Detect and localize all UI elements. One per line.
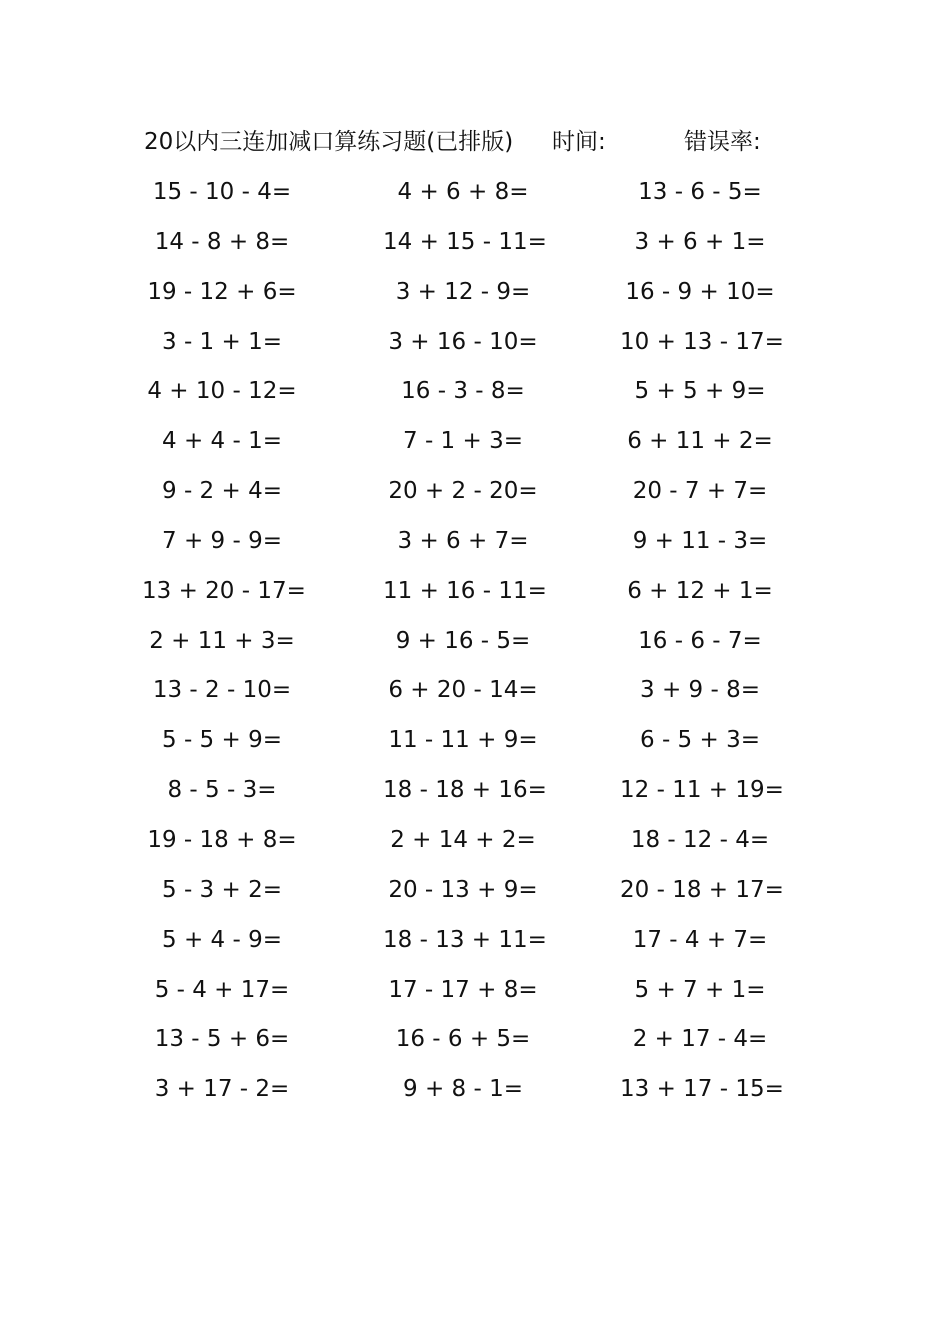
arithmetic-problem: 2 + 11 + 3= (149, 627, 295, 654)
problem-row (0, 916, 950, 966)
arithmetic-problem: 20 - 18 + 17= (620, 876, 784, 903)
problem-row (0, 318, 950, 368)
problem-row (0, 168, 950, 218)
problem-row (0, 218, 950, 268)
problem-row (0, 666, 950, 716)
problem-row (0, 1015, 950, 1065)
arithmetic-problem: 6 - 5 + 3= (640, 727, 760, 754)
arithmetic-problem: 17 - 17 + 8= (388, 976, 538, 1003)
error-rate-label: 错误率: (684, 129, 761, 155)
arithmetic-problem: 2 + 17 - 4= (632, 1026, 768, 1053)
arithmetic-problem: 2 + 14 + 2= (390, 826, 536, 853)
arithmetic-problem: 9 - 2 + 4= (162, 478, 282, 505)
arithmetic-problem: 13 - 5 + 6= (154, 1026, 290, 1053)
arithmetic-problem: 4 + 4 - 1= (162, 428, 282, 455)
arithmetic-problem: 3 - 1 + 1= (162, 328, 282, 355)
arithmetic-problem: 20 + 2 - 20= (388, 478, 538, 505)
arithmetic-problem: 16 - 3 - 8= (401, 378, 525, 405)
problem-row (0, 966, 950, 1016)
arithmetic-problem: 5 + 7 + 1= (634, 976, 766, 1003)
problem-row (0, 567, 950, 617)
arithmetic-problem: 16 - 9 + 10= (625, 278, 775, 305)
arithmetic-problem: 11 - 11 + 9= (388, 727, 538, 754)
problem-row (0, 816, 950, 866)
arithmetic-problem: 18 - 12 - 4= (630, 826, 770, 853)
arithmetic-problem: 6 + 20 - 14= (388, 677, 538, 704)
arithmetic-problem: 7 + 9 - 9= (162, 527, 282, 554)
arithmetic-problem: 5 - 4 + 17= (154, 976, 290, 1003)
problem-row (0, 467, 950, 517)
arithmetic-problem: 9 + 16 - 5= (395, 627, 531, 654)
arithmetic-problem: 4 + 6 + 8= (397, 179, 529, 205)
problem-row (0, 617, 950, 667)
arithmetic-problem: 13 - 2 - 10= (152, 677, 292, 704)
arithmetic-problem: 5 + 5 + 9= (634, 378, 766, 405)
worksheet-title: 20以内三连加减口算练习题(已排版) (144, 129, 514, 155)
arithmetic-problem: 13 + 20 - 17= (142, 577, 306, 604)
arithmetic-problem: 9 + 8 - 1= (403, 1076, 523, 1103)
arithmetic-problem: 7 - 1 + 3= (403, 428, 523, 455)
problem-row (0, 766, 950, 816)
arithmetic-problem: 18 - 13 + 11= (383, 926, 547, 953)
arithmetic-problem: 5 + 4 - 9= (162, 926, 282, 953)
arithmetic-problem: 12 - 11 + 19= (620, 777, 784, 804)
problem-row (0, 716, 950, 766)
arithmetic-problem: 3 + 12 - 9= (395, 278, 531, 305)
time-label: 时间: (552, 129, 606, 155)
arithmetic-problem: 8 - 5 - 3= (167, 777, 277, 804)
arithmetic-problem: 9 + 11 - 3= (632, 527, 768, 554)
arithmetic-problem: 16 - 6 + 5= (395, 1026, 531, 1053)
arithmetic-problem: 13 + 17 - 15= (620, 1076, 784, 1103)
arithmetic-problem: 5 - 3 + 2= (162, 876, 282, 903)
problem-grid (0, 168, 950, 1115)
arithmetic-problem: 11 + 16 - 11= (383, 577, 547, 604)
arithmetic-problem: 15 - 10 - 4= (152, 179, 292, 205)
arithmetic-problem: 19 - 12 + 6= (147, 278, 297, 305)
arithmetic-problem: 14 - 8 + 8= (154, 228, 290, 255)
arithmetic-problem: 5 - 5 + 9= (162, 727, 282, 754)
arithmetic-problem: 4 + 10 - 12= (147, 378, 297, 405)
arithmetic-problem: 20 - 13 + 9= (388, 876, 538, 903)
arithmetic-problem: 18 - 18 + 16= (383, 777, 547, 804)
worksheet-header (0, 122, 950, 162)
problem-row (0, 268, 950, 318)
problem-row (0, 417, 950, 467)
arithmetic-problem: 16 - 6 - 7= (638, 627, 762, 654)
arithmetic-problem: 3 + 6 + 7= (397, 527, 529, 554)
problem-row (0, 367, 950, 417)
problem-row (0, 517, 950, 567)
arithmetic-problem: 13 - 6 - 5= (638, 179, 762, 205)
arithmetic-problem: 19 - 18 + 8= (147, 826, 297, 853)
arithmetic-problem: 17 - 4 + 7= (632, 926, 768, 953)
arithmetic-problem: 3 + 16 - 10= (388, 328, 538, 355)
arithmetic-problem: 14 + 15 - 11= (383, 228, 547, 255)
arithmetic-problem: 3 + 17 - 2= (154, 1076, 290, 1103)
problem-row (0, 866, 950, 916)
arithmetic-problem: 10 + 13 - 17= (620, 328, 784, 355)
problem-row (0, 1065, 950, 1115)
arithmetic-problem: 6 + 11 + 2= (627, 428, 773, 455)
arithmetic-problem: 6 + 12 + 1= (627, 577, 773, 604)
arithmetic-problem: 3 + 6 + 1= (634, 228, 766, 255)
arithmetic-problem: 20 - 7 + 7= (632, 478, 768, 505)
arithmetic-problem: 3 + 9 - 8= (640, 677, 760, 704)
